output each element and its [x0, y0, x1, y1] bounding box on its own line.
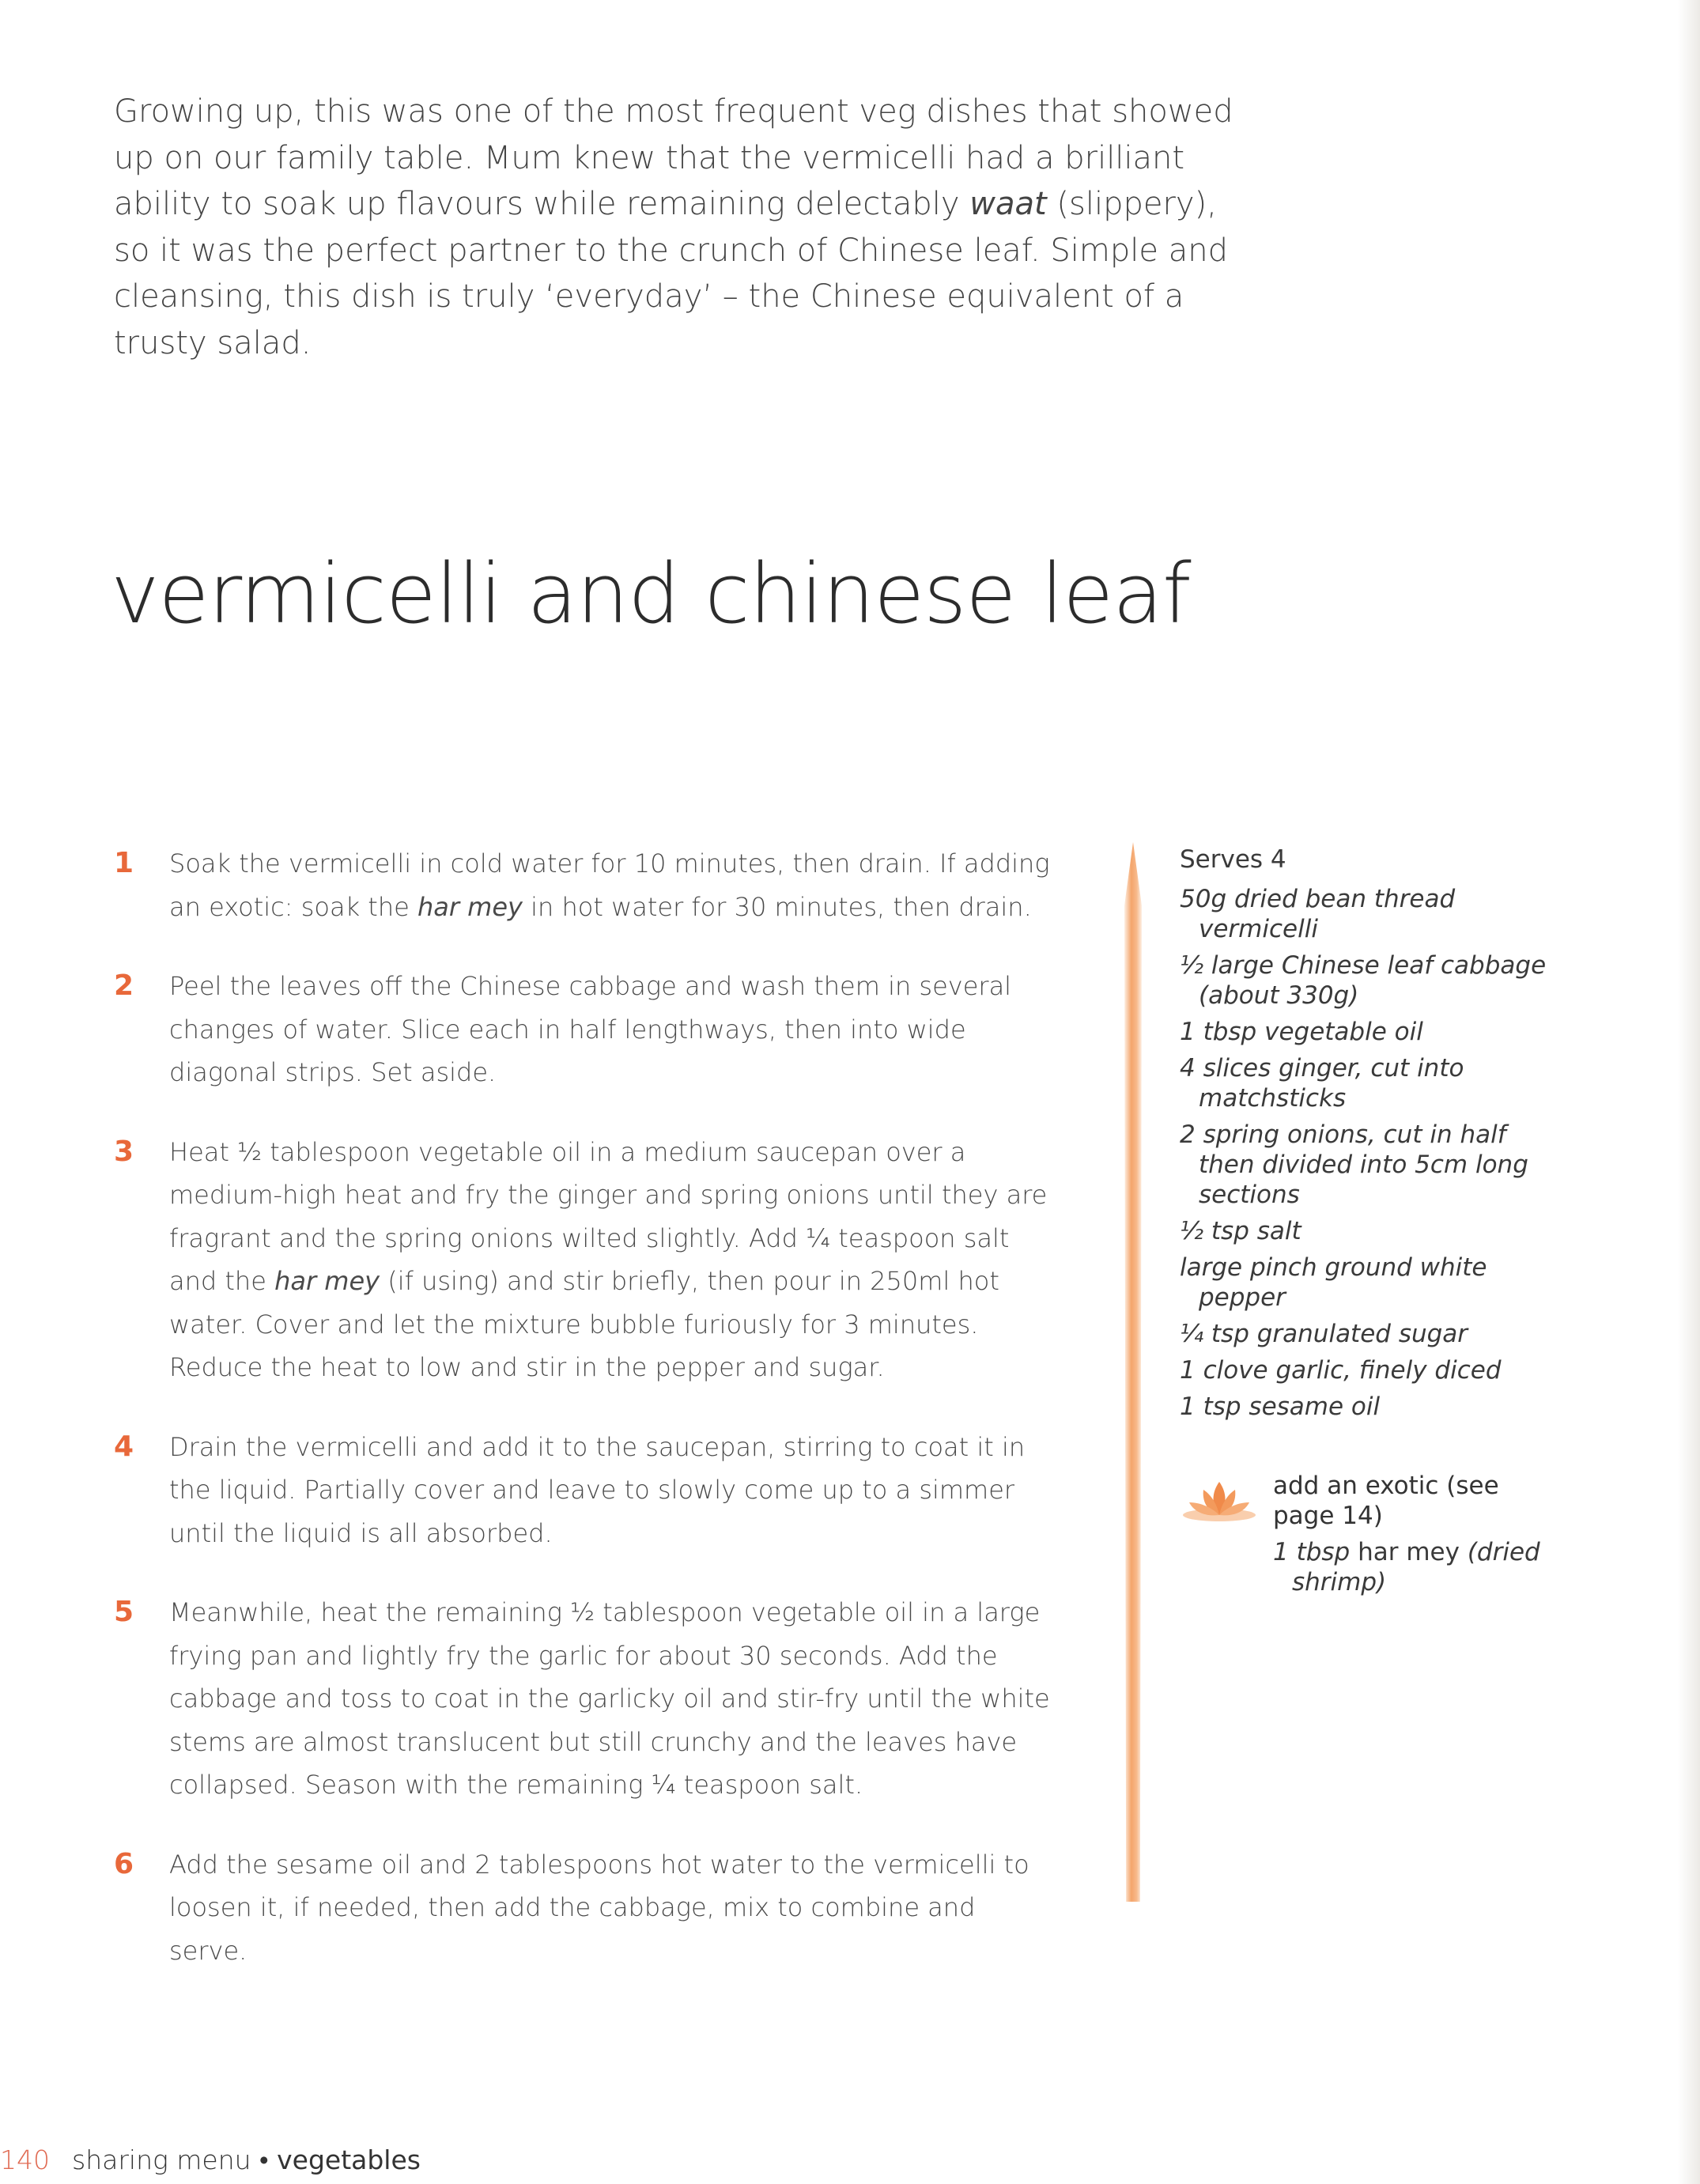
step-number: 5: [114, 1596, 134, 1628]
intro-emphasis: waat: [969, 186, 1047, 222]
method-step: [111, 1426, 1060, 1555]
exotic-title: add an exotic (see page 14): [1273, 1472, 1499, 1530]
lotus-icon: [1180, 1476, 1259, 1523]
method-step: [111, 965, 1060, 1094]
step-text: Add the sesame oil and 2 tablespoons hot water to the vermicelli to loosen it, if needed, then add the cabbage, mix to combine and serve.: [169, 1849, 1029, 1966]
footer-separator: •: [251, 2144, 278, 2175]
recipe-title: vermicelli and chinese leaf: [111, 546, 1191, 642]
exotic-name: har mey: [1350, 1538, 1468, 1566]
ingredient: ¼ tsp granulated sugar: [1180, 1320, 1468, 1348]
serves-label: Serves 4: [1180, 845, 1286, 874]
exotic-ingredient: [1273, 1537, 1559, 1597]
step-text-end: in hot water for 30 minutes, then drain.: [522, 891, 1032, 922]
step-emphasis: har mey: [274, 1266, 380, 1296]
step-text: Drain the vermicelli and add it to the saucepan, stirring to coat it in the liquid. Partially cover and leave to slowly come up to a simmer until the liquid is all absorbed.: [169, 1431, 1026, 1548]
intro-paragraph: [114, 89, 1237, 366]
ingredients-list: [1180, 845, 1559, 1428]
step-number: 3: [114, 1135, 134, 1168]
footer-subsection: vegetables: [277, 2144, 421, 2175]
step-number: 1: [114, 847, 134, 879]
decorative-brush-stripe: [1124, 842, 1142, 1902]
ingredient: 1 clove garlic, finely diced: [1180, 1356, 1502, 1385]
intro-text-end: (slippery), so it was the perfect partner to the crunch of Chinese leaf. Simple and cleansing, this dish is truly ‘everyday’ – the Chinese equivalent of a trusty salad.: [114, 186, 1228, 361]
ingredient: 2 spring onions, cut in half then divided into 5cm long sections: [1180, 1120, 1528, 1209]
step-text: Heat ½ tablespoon vegetable oil in a medium saucepan over a medium-high heat and fry the ginger and spring onions until they are fragrant and the spring onions wilted slightly. Add ¼ teaspoon salt and the: [169, 1136, 1048, 1296]
exotic-addition: [1180, 1471, 1559, 1597]
ingredient: 1 tbsp vegetable oil: [1180, 1018, 1423, 1046]
footer-section: sharing menu: [72, 2144, 251, 2175]
method-step: [111, 1131, 1060, 1389]
step-text: Peel the leaves off the Chinese cabbage and wash them in several changes of water. Slice each in half lengthways, then into wide diagonal strips. Set aside.: [169, 971, 1012, 1087]
ingredient: 4 slices ginger, cut into matchsticks: [1180, 1054, 1464, 1113]
step-text-end: (if using) and stir briefly, then pour in 250ml hot water. Cover and let the mixture bubble furiously for 3 minutes. Reduce the heat to low and stir in the pepper and sugar.: [169, 1266, 999, 1382]
step-number: 6: [114, 1847, 134, 1880]
step-number: 4: [114, 1430, 134, 1463]
intro-text: Growing up, this was one of the most frequent veg dishes that showed up on our family table. Mum knew that the vermicelli had a brilliant ability to soak up flavours while remaining delectably: [114, 93, 1233, 222]
step-emphasis: har mey: [417, 891, 523, 922]
method-step: [111, 1843, 1060, 1973]
method-steps: [111, 842, 1060, 2008]
exotic-qty: 1 tbsp: [1273, 1538, 1351, 1566]
ingredient: large pinch ground white pepper: [1180, 1253, 1487, 1312]
ingredient: 1 tsp sesame oil: [1180, 1392, 1381, 1421]
ingredient: ½ tsp salt: [1180, 1217, 1301, 1245]
ingredient: 50g dried bean thread vermicelli: [1180, 885, 1456, 943]
ingredient: ½ large Chinese leaf cabbage (about 330g): [1180, 951, 1547, 1010]
step-number: 2: [114, 969, 134, 1002]
method-step: [111, 1591, 1060, 1807]
step-text: Meanwhile, heat the remaining ½ tablespoon vegetable oil in a large frying pan and lightly fry the garlic for about 30 seconds. Add the cabbage and toss to coat in the garlicky oil and stir-fry until the white stems are almost translucent but still crunchy and the leaves have collapsed. Season with the remaining ¼ teaspoon salt.: [169, 1597, 1050, 1800]
step-text: Soak the vermicelli in cold water for 10 minutes, then drain. If adding an exotic: soak the: [169, 848, 1050, 922]
page-footer: [0, 2144, 421, 2175]
page-edge: [1678, 0, 1700, 2184]
page-number: 140: [0, 2144, 50, 2175]
exotic-note: (dried shrimp): [1292, 1538, 1540, 1596]
method-step: [111, 842, 1060, 928]
